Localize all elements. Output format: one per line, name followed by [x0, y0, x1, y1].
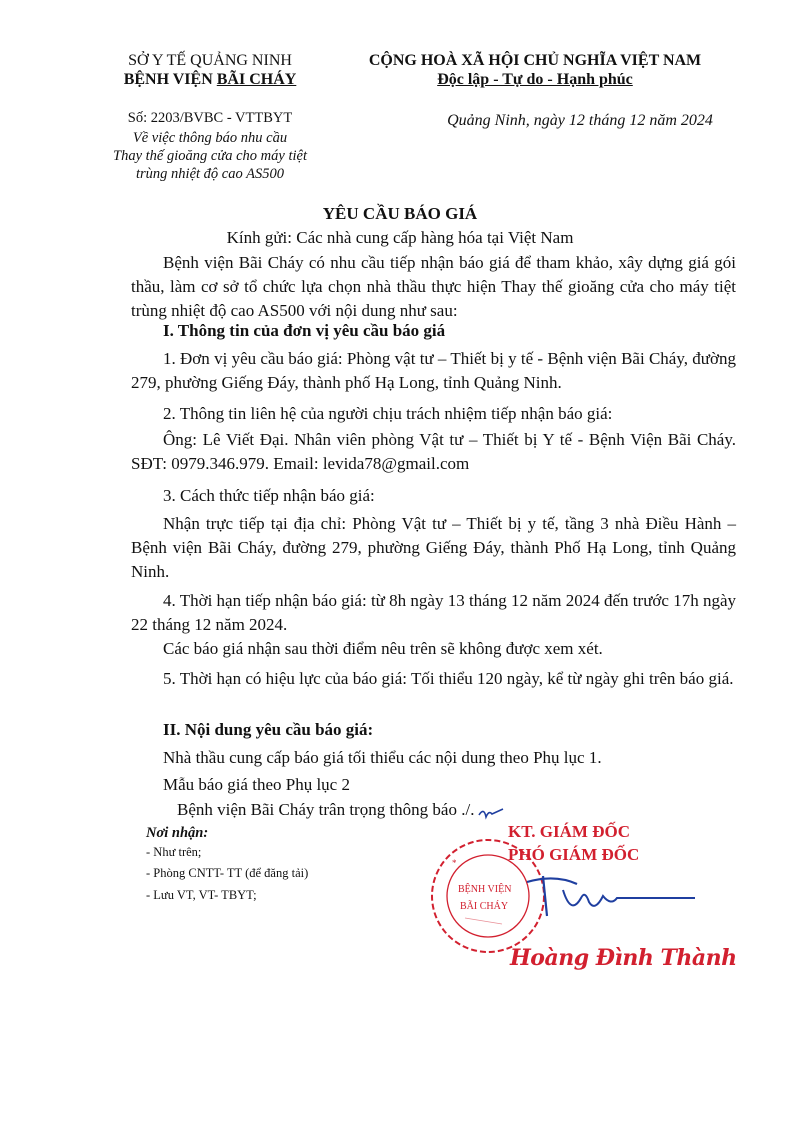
- signature-title-1: KT. GIÁM ĐỐC: [508, 822, 630, 841]
- recipient-line: Kính gửi: Các nhà cung cấp hàng hóa tại Việt Nam: [226, 228, 574, 247]
- recipient-item: - Lưu VT, VT- TBYT;: [146, 888, 257, 902]
- stamp-text-line-2: BÃI CHÁY: [460, 901, 509, 912]
- subject-line: Về việc thông báo nhu cầu: [132, 130, 288, 146]
- stamp-text-line-1: BỆNH VIỆN: [458, 884, 512, 895]
- closing-line: Bệnh viện Bãi Cháy trân trọng thông báo ./.: [177, 800, 475, 819]
- document-subject: [95, 129, 325, 183]
- section-2-heading: II. Nội dung yêu cầu báo giá:: [163, 720, 374, 739]
- section-1-heading: I. Thông tin của đơn vị yêu cầu báo giá: [163, 321, 446, 340]
- recipients-label: Nơi nhận:: [146, 825, 209, 841]
- subject-line: trùng nhiệt độ cao AS500: [136, 166, 284, 182]
- recipient-item: - Phòng CNTT- TT (để đăng tải): [146, 866, 309, 880]
- svg-text:*: *: [452, 858, 457, 868]
- ministry-name: SỞ Y TẾ QUẢNG NINH: [128, 52, 292, 69]
- document-number: Số: 2203/BVBC - VTTBYT: [127, 110, 293, 126]
- signature-title-2: PHÓ GIÁM ĐỐC: [508, 845, 640, 864]
- recipient-item: - Như trên;: [146, 845, 202, 859]
- subject-line: Thay thế gioăng cửa cho máy tiệt: [113, 148, 307, 164]
- initial-mark: [476, 805, 506, 823]
- section-1-item-4: 4. Thời hạn tiếp nhận báo giá: từ 8h ngày 13 tháng 12 năm 2024 đến trước 17h ngày 22 tháng 12 năm 2024.: [131, 591, 736, 634]
- hospital-name-underlined: BÃI CHÁY: [216, 71, 297, 88]
- republic-name: CỘNG HOÀ XÃ HỘI CHỦ NGHĨA VIỆT NAM: [368, 52, 702, 69]
- section-2-line-1: Nhà thầu cung cấp báo giá tối thiểu các nội dung theo Phụ lục 1.: [163, 748, 602, 767]
- handwritten-signature: [525, 868, 705, 928]
- intro-paragraph: Bệnh viện Bãi Cháy có nhu cầu tiếp nhận báo giá để tham khảo, xây dựng giá gói thầu, làm cơ sở tổ chức lựa chọn nhà thầu thực hiện Thay thế gioăng cửa cho máy tiệt trùng nhiệt độ cao AS500 với nội dung như sau:: [131, 253, 736, 320]
- hospital-name: [95, 71, 325, 89]
- section-2-line-2: Mẫu báo giá theo Phụ lục 2: [163, 775, 350, 794]
- section-1-item-4-note: Các báo giá nhận sau thời điểm nêu trên sẽ không được xem xét.: [163, 639, 603, 658]
- hospital-name-prefix: BỆNH VIỆN: [123, 71, 217, 88]
- section-1-item-2: 2. Thông tin liên hệ của người chịu trách nhiệm tiếp nhận báo giá:: [163, 404, 613, 423]
- place-date: Quảng Ninh, ngày 12 tháng 12 năm 2024: [447, 112, 713, 129]
- section-1-item-2-detail: Ông: Lê Viết Đại. Nhân viên phòng Vật tư – Thiết bị Y tế - Bệnh Viện Bãi Cháy. SĐT: 0979.346.979. Email: levida78@gmail.com: [131, 430, 736, 473]
- section-1-item-3: 3. Cách thức tiếp nhận báo giá:: [163, 486, 375, 505]
- signer-name: Hoàng Đình Thành: [510, 945, 737, 971]
- motto: Độc lập - Tự do - Hạnh phúc: [437, 71, 633, 88]
- section-1-item-1: 1. Đơn vị yêu cầu báo giá: Phòng vật tư – Thiết bị y tế - Bệnh viện Bãi Cháy, đường 279, phường Giếng Đáy, thành phố Hạ Long, tỉnh Quảng Ninh.: [131, 349, 736, 392]
- section-1-item-3-detail: Nhận trực tiếp tại địa chỉ: Phòng Vật tư – Thiết bị y tế, tầng 3 nhà Điều Hành – Bệnh viện Bãi Cháy, đường 279, phường Giếng Đáy, thành Phố Hạ Long, tỉnh Quảng Ninh.: [131, 514, 736, 581]
- section-1-item-5: 5. Thời hạn có hiệu lực của báo giá: Tối thiểu 120 ngày, kể từ ngày ghi trên báo giá.: [163, 669, 734, 688]
- document-title: YÊU CẦU BÁO GIÁ: [322, 204, 478, 223]
